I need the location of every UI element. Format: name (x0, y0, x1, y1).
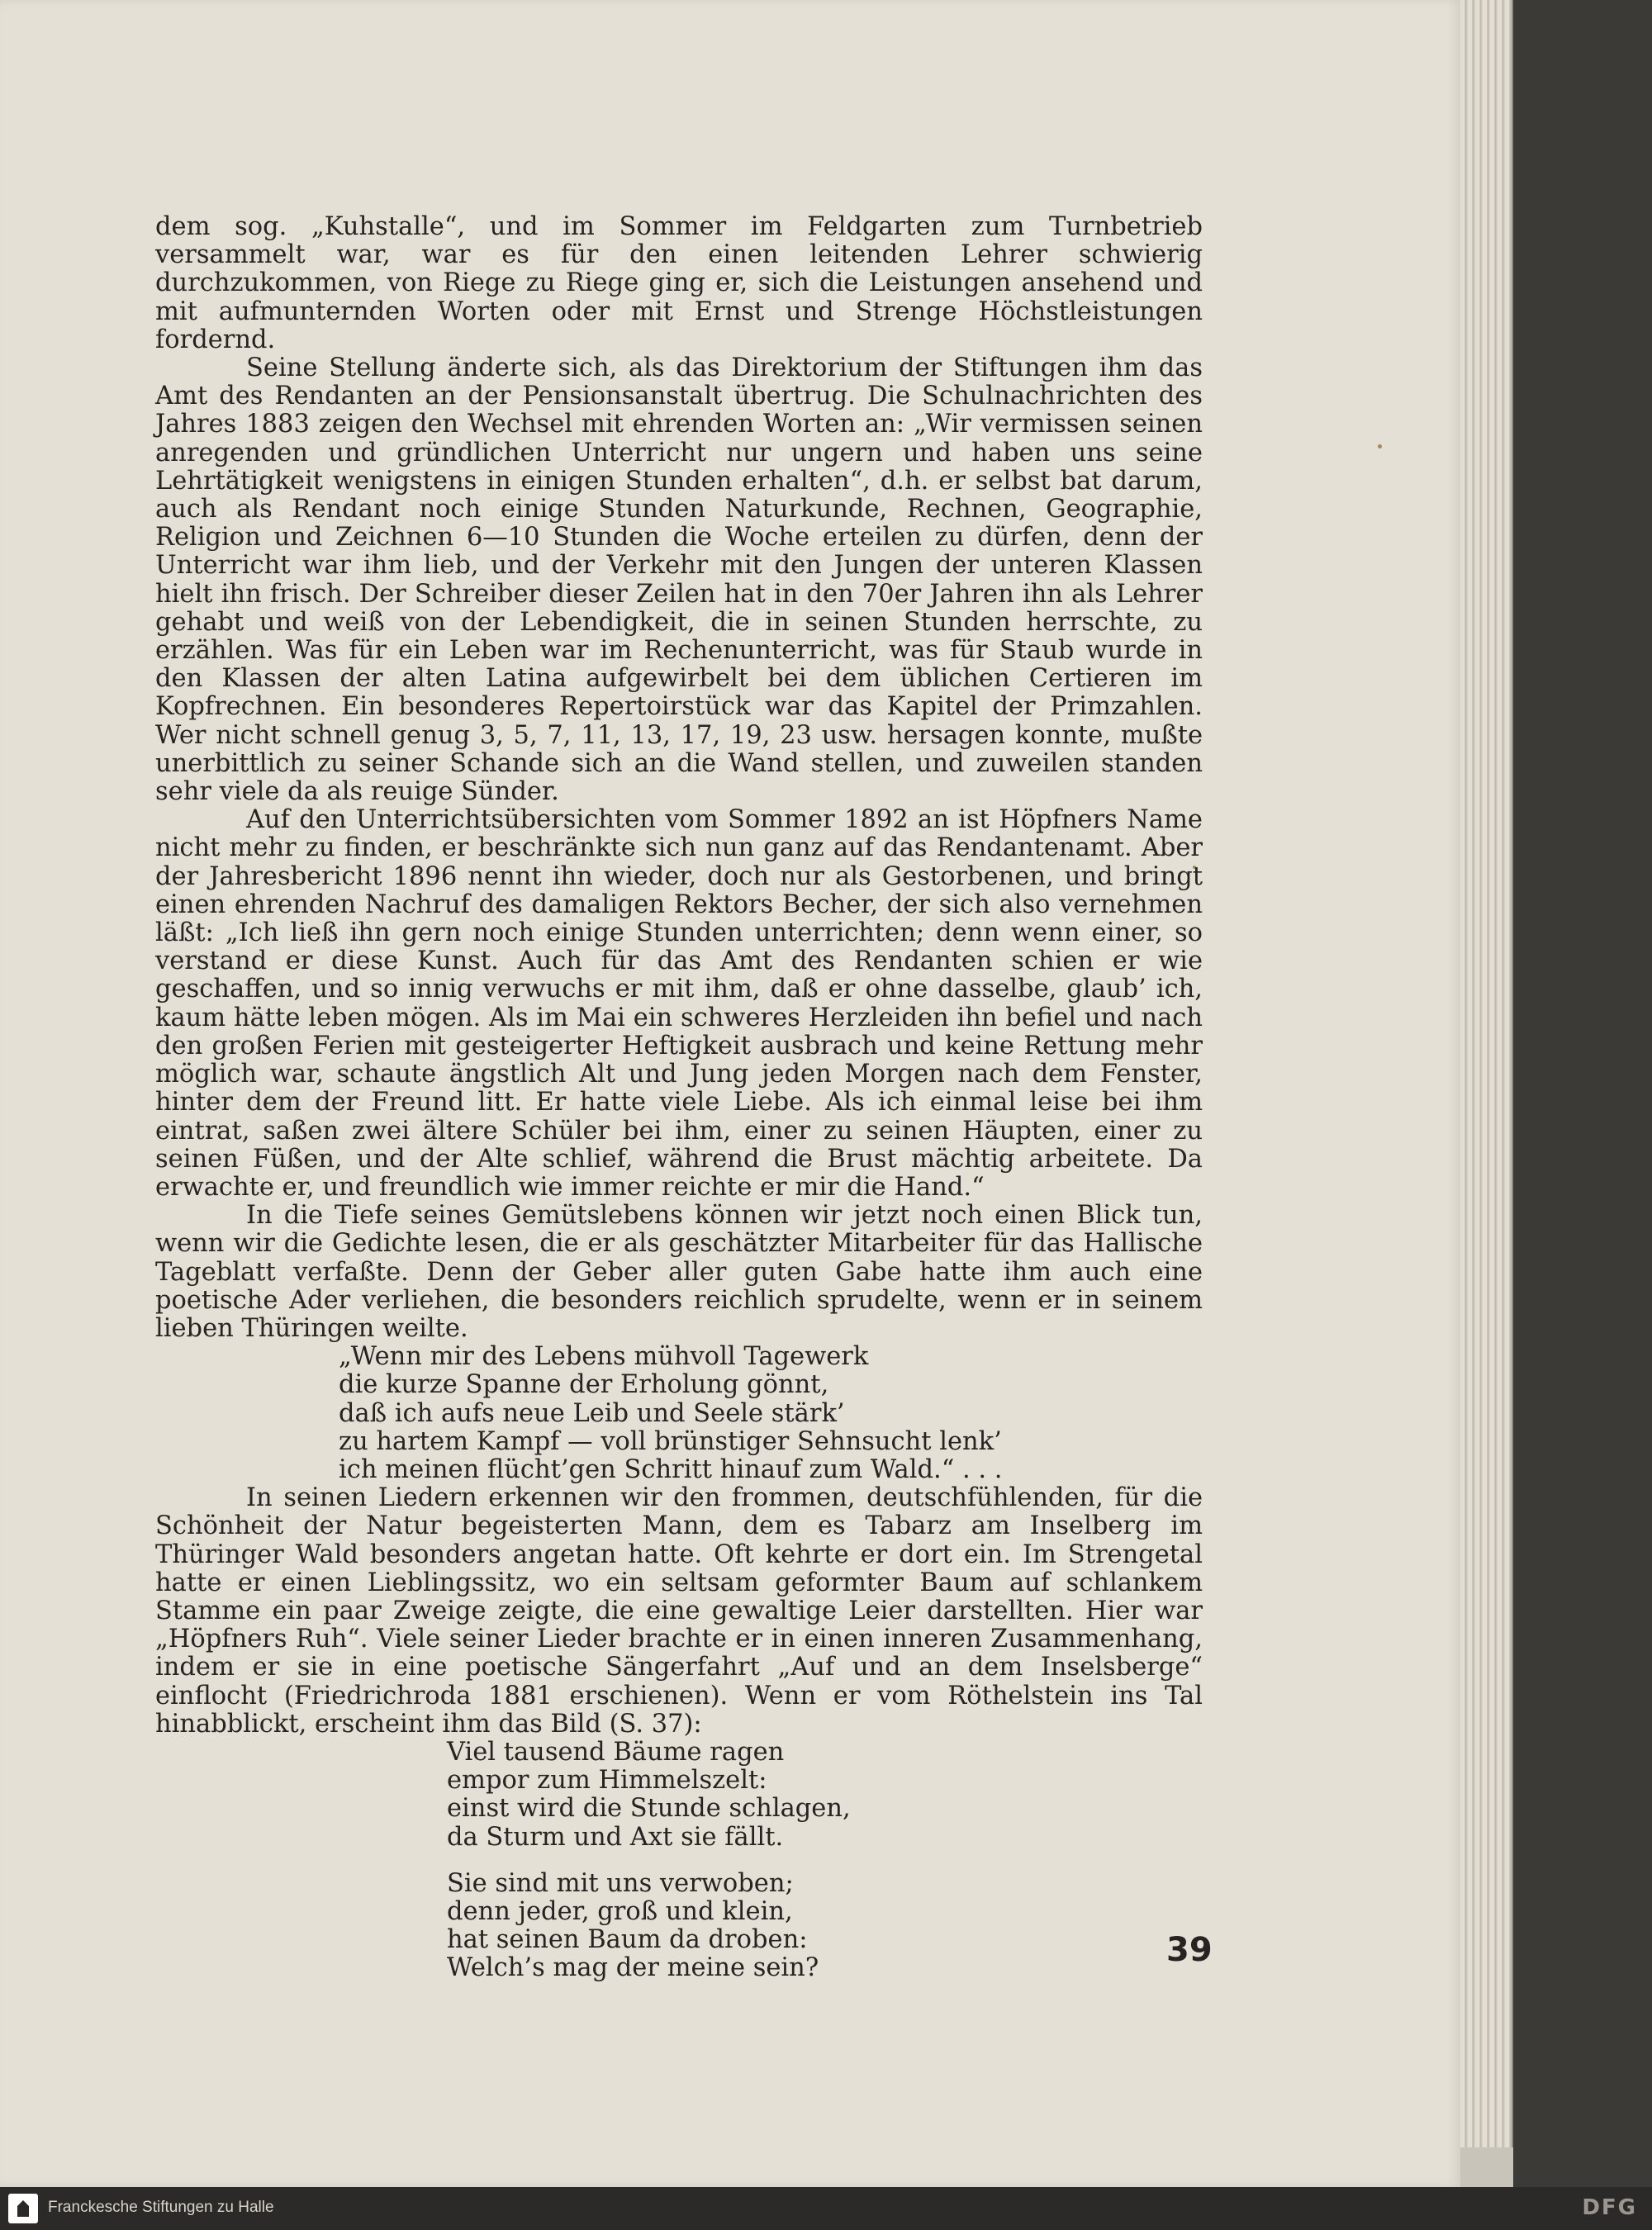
poem-line: Viel tausend Bäume ragen (447, 1737, 785, 1767)
poem-line: „Wenn mir des Lebens mühvoll Tagewerk (339, 1342, 869, 1372)
page-edges (1460, 0, 1513, 2147)
scan-border (1513, 0, 1652, 2187)
paper-speck (1378, 444, 1382, 448)
dfg-logo[interactable]: DFG (1582, 2195, 1637, 2220)
institution-logo-icon[interactable] (8, 2194, 38, 2223)
poem-line: einst wird die Stunde schlagen, (447, 1794, 851, 1824)
paragraph: Seine Stellung änderte sich, als das Direktorium der Stiftungen ihm das Amt des Rendanten an der Pensionsanstalt übertrug. Die Schulnachrichten des Jahres 1883 zeigen den Wechsel mit ehrenden Worten an: „Wir vermissen seinen anregenden und gründlichen Unterricht nur ungern und haben uns seine Lehrtätigkeit wenigstens in einigen Stunden erhalten“, d.h. er selbst bat darum, auch als Rendant noch einige Stunden Naturkunde, Rechnen, Geographie, Religion und Zeichnen 6—10 Stunden die Woche erteilen zu dürfen, denn der Unterricht war ihm lieb, und der Verkehr mit den Jungen der unteren Klassen hielt ihn frisch. Der Schreiber dieser Zeilen hat in den 70er Jahren ihn als Lehrer gehabt und weiß von der Lebendigkeit, die in seinen Stunden herrschte, zu erzählen. Was für ein Leben war im Rechenunterricht, was für Staub wurde in den Klassen der alten Latina aufgewirbelt bei dem üblichen Certieren im Kopfrechnen. Ein besonderes Repertoirstück war das Kapitel der Primzahlen. Wer nicht schnell genug 3, 5, 7, 11, 13, 17, 19, 23 usw. hersagen konnte, mußte unerbittlich zu seiner Schande sich an die Wand stellen, und zuweilen standen sehr viele da als reuige Sünder. (155, 353, 1203, 807)
poem-line: empor zum Himmelszelt: (447, 1766, 767, 1796)
poem-line: Welch’s mag der meine sein? (447, 1953, 819, 1983)
poem-line: die kurze Spanne der Erholung gönnt, (339, 1370, 829, 1400)
poem-line: da Sturm und Axt sie fällt. (447, 1822, 784, 1852)
poem-line: daß ich aufs neue Leib und Seele stärk’ (339, 1398, 845, 1428)
stanza-gap (155, 1852, 1203, 1870)
page-number: 39 (1166, 1931, 1213, 1969)
institution-link[interactable]: Franckesche Stiftungen zu Halle (48, 2199, 274, 2216)
paragraph: dem sog. „Kuhstalle“, und im Sommer im Feldgarten zum Turnbetrieb versammelt war, war es für den einen leitenden Lehrer schwierig durchzukommen, von Riege zu Riege ging er, sich die Leistungen ansehend und mit aufmunternden Worten oder mit Ernst und Strenge Höchstleistungen fordernd. (155, 212, 1203, 354)
poem-line: denn jeder, groß und klein, (447, 1896, 793, 1926)
poem-stanza (447, 1870, 1203, 1983)
poem-line: Sie sind mit uns verwoben; (447, 1868, 794, 1898)
poem-quote (339, 1343, 1203, 1484)
page-text (155, 213, 1203, 1983)
paragraph: Auf den Unterrichtsübersichten vom Sommer 1892 an ist Höpfners Name nicht mehr zu finden, er beschränkte sich nun ganz auf das Rendantenamt. Aber der Jahresbericht 1896 nennt ihn wieder, doch nur als Gestorbenen, und bringt einen ehrenden Nachruf des damaligen Rektors Becher, der sich also vernehmen läßt: „Ich ließ ihn gern noch einige Stunden unterrichten; denn wenn einer, so verstand er diese Kunst. Auch für das Amt des Rendanten schien er wie geschaffen, und so innig verwuchs er mit ihm, daß er ohne dasselbe, glaub’ ich, kaum hätte leben mögen. Als im Mai ein schweres Herzleiden ihn befiel und nach den großen Ferien mit gesteigerter Heftigkeit ausbrach und keine Rettung mehr möglich war, schaute ängstlich Alt und Jung jeden Morgen nach dem Fenster, hinter dem der Freund litt. Er hatte viele Liebe. Als ich einmal leise bei ihm eintrat, saßen zwei ältere Schüler bei ihm, einer zu seinen Häupten, einer zu seinen Füßen, und der Alte schlief, während die Brust mächtig arbeitete. Da erwachte er, und freundlich wie immer reichte er mir die Hand.“ (155, 805, 1203, 1202)
poem-line: hat seinen Baum da droben: (447, 1925, 808, 1955)
poem-line: ich meinen flücht’gen Schritt hinauf zum Wald.“ . . . (339, 1454, 1003, 1484)
viewer-footer (0, 2187, 1652, 2230)
paragraph: In die Tiefe seines Gemütslebens können wir jetzt noch einen Blick tun, wenn wir die Gedichte lesen, die er als geschätzter Mitarbeiter für das Hallische Tageblatt verfaßte. Denn der Geber aller guten Gabe hatte ihm auch eine poetische Ader verliehen, die besonders reichlich sprudelte, wenn er in seinem lieben Thüringen weilte. (155, 1201, 1203, 1343)
poem-stanza (447, 1739, 1203, 1852)
poem-line: zu hartem Kampf — voll brünstiger Sehnsucht lenk’ (339, 1426, 1002, 1456)
paragraph: In seinen Liedern erkennen wir den frommen, deutschfühlenden, für die Schönheit der Natur begeisterten Mann, dem es Tabarz am Inselberg im Thüringer Wald besonders angetan hatte. Oft kehrte er dort ein. Im Strengetal hatte er einen Lieblingssitz, wo ein seltsam geformter Baum auf schlankem Stamme ein paar Zweige zeigte, die eine gewaltige Leier darstellten. Hier war „Höpfners Ruh“. Viele seiner Lieder brachte er in einen inneren Zusammenhang, indem er sie in eine poetische Sängerfahrt „Auf und an dem Inselsberge“ einflocht (Friedrichroda 1881 erschienen). Wenn er vom Röthelstein ins Tal hinabblickt, erscheint ihm das Bild (S. 37): (155, 1483, 1203, 1739)
